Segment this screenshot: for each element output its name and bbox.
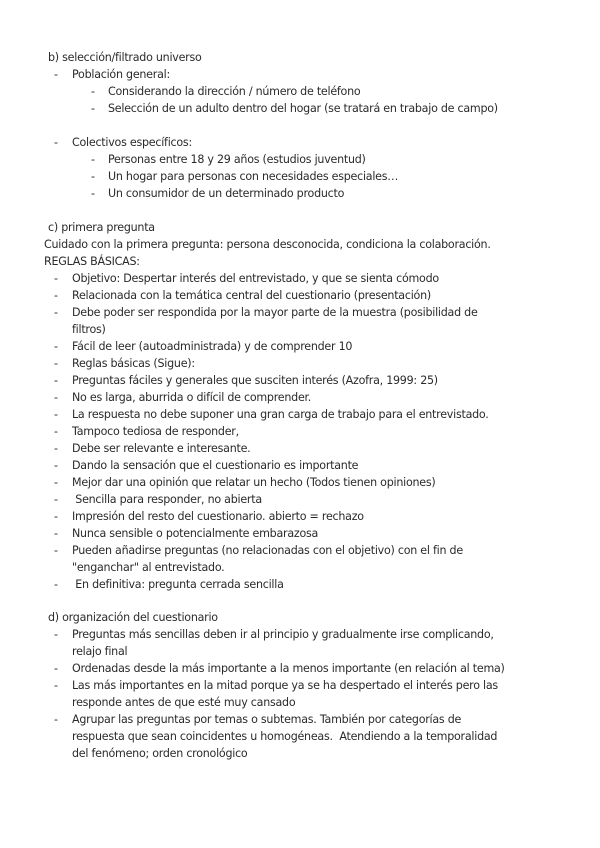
bullet-dash: - [54, 272, 58, 285]
section-c-intro: Cuidado con la primera pregunta: persona desconocida, condiciona la colaboración. [44, 238, 491, 251]
list-item: Preguntas fáciles y generales que susciten interés (Azofra, 1999: 25) [72, 374, 438, 387]
bullet-dash: - [91, 187, 95, 200]
bullet-dash: - [54, 510, 58, 523]
bullet-dash: - [54, 527, 58, 540]
bullet-dash: - [54, 679, 58, 692]
bullet-dash: - [54, 357, 58, 370]
specific-groups-label: Colectivos específicos: [72, 136, 192, 149]
bullet-dash: - [54, 628, 58, 641]
list-item: Objetivo: Despertar interés del entrevistado, y que se sienta cómodo [72, 272, 439, 285]
list-item: Debe ser relevante e interesante. [72, 442, 251, 455]
list-item: Selección de un adulto dentro del hogar (se tratará en trabajo de campo) [108, 102, 498, 115]
list-item-continuation: del fenómeno; orden cronológico [72, 747, 248, 760]
bullet-dash: - [54, 476, 58, 489]
list-item: Agrupar las preguntas por temas o subtemas. También por categorías de [72, 713, 462, 726]
bullet-dash: - [54, 578, 58, 591]
section-c-heading: c) primera pregunta [48, 221, 155, 234]
bullet-dash: - [54, 289, 58, 302]
bullet-dash: - [91, 170, 95, 183]
list-item: Debe poder ser respondida por la mayor parte de la muestra (posibilidad de [72, 306, 478, 319]
bullet-dash: - [91, 85, 95, 98]
list-item: Tampoco tediosa de responder, [72, 425, 239, 438]
section-d-heading: d) organización del cuestionario [48, 611, 218, 624]
list-item: Considerando la dirección / número de teléfono [108, 85, 361, 98]
list-item-continuation: responde antes de que esté muy cansado [72, 696, 296, 709]
list-item: Pueden añadirse preguntas (no relacionadas con el objetivo) con el fin de [72, 544, 463, 557]
list-item: Un consumidor de un determinado producto [108, 187, 345, 200]
bullet-dash: - [54, 68, 58, 81]
bullet-dash: - [54, 374, 58, 387]
list-item: Fácil de leer (autoadministrada) y de comprender 10 [72, 340, 353, 353]
general-population-label: Población general: [72, 68, 170, 81]
list-item: Preguntas más sencillas deben ir al principio y gradualmente irse complicando, [72, 628, 494, 641]
bullet-dash: - [54, 306, 58, 319]
list-item: Un hogar para personas con necesidades especiales… [108, 170, 399, 183]
bullet-dash: - [54, 391, 58, 404]
list-item: Impresión del resto del cuestionario. abierto = rechazo [72, 510, 364, 523]
list-item: Las más importantes en la mitad porque ya se ha despertado el interés pero las [72, 679, 498, 692]
bullet-dash: - [54, 544, 58, 557]
bullet-dash: - [54, 425, 58, 438]
list-item-continuation: filtros) [72, 323, 106, 336]
bullet-dash: - [54, 136, 58, 149]
bullet-dash: - [54, 459, 58, 472]
list-item: Personas entre 18 y 29 años (estudios juventud) [108, 153, 366, 166]
list-item: La respuesta no debe suponer una gran carga de trabajo para el entrevistado. [72, 408, 489, 421]
list-item-continuation: respuesta que sean coincidentes u homogéneas. Atendiendo a la temporalidad [72, 730, 498, 743]
bullet-dash: - [54, 662, 58, 675]
bullet-dash: - [91, 153, 95, 166]
list-item: Nunca sensible o potencialmente embarazosa [72, 527, 319, 540]
bullet-dash: - [54, 493, 58, 506]
rules-label: REGLAS BÁSICAS: [44, 255, 140, 268]
list-item: Dando la sensación que el cuestionario es importante [72, 459, 359, 472]
list-item: Mejor dar una opinión que relatar un hecho (Todos tienen opiniones) [72, 476, 436, 489]
list-item: No es larga, aburrida o difícil de comprender. [72, 391, 312, 404]
bullet-dash: - [91, 102, 95, 115]
list-item-continuation: "enganchar" al entrevistado. [72, 561, 225, 574]
bullet-dash: - [54, 340, 58, 353]
list-item: Ordenadas desde la más importante a la menos importante (en relación al tema) [72, 662, 505, 675]
list-item: Reglas básicas (Sigue): [72, 357, 195, 370]
bullet-dash: - [54, 408, 58, 421]
bullet-dash: - [54, 713, 58, 726]
list-item: En definitiva: pregunta cerrada sencilla [72, 578, 284, 591]
list-item: Relacionada con la temática central del cuestionario (presentación) [72, 289, 431, 302]
section-b-heading: b) selección/filtrado universo [48, 51, 202, 64]
list-item: Sencilla para responder, no abierta [72, 493, 262, 506]
bullet-dash: - [54, 442, 58, 455]
list-item-continuation: relajo final [72, 645, 128, 658]
